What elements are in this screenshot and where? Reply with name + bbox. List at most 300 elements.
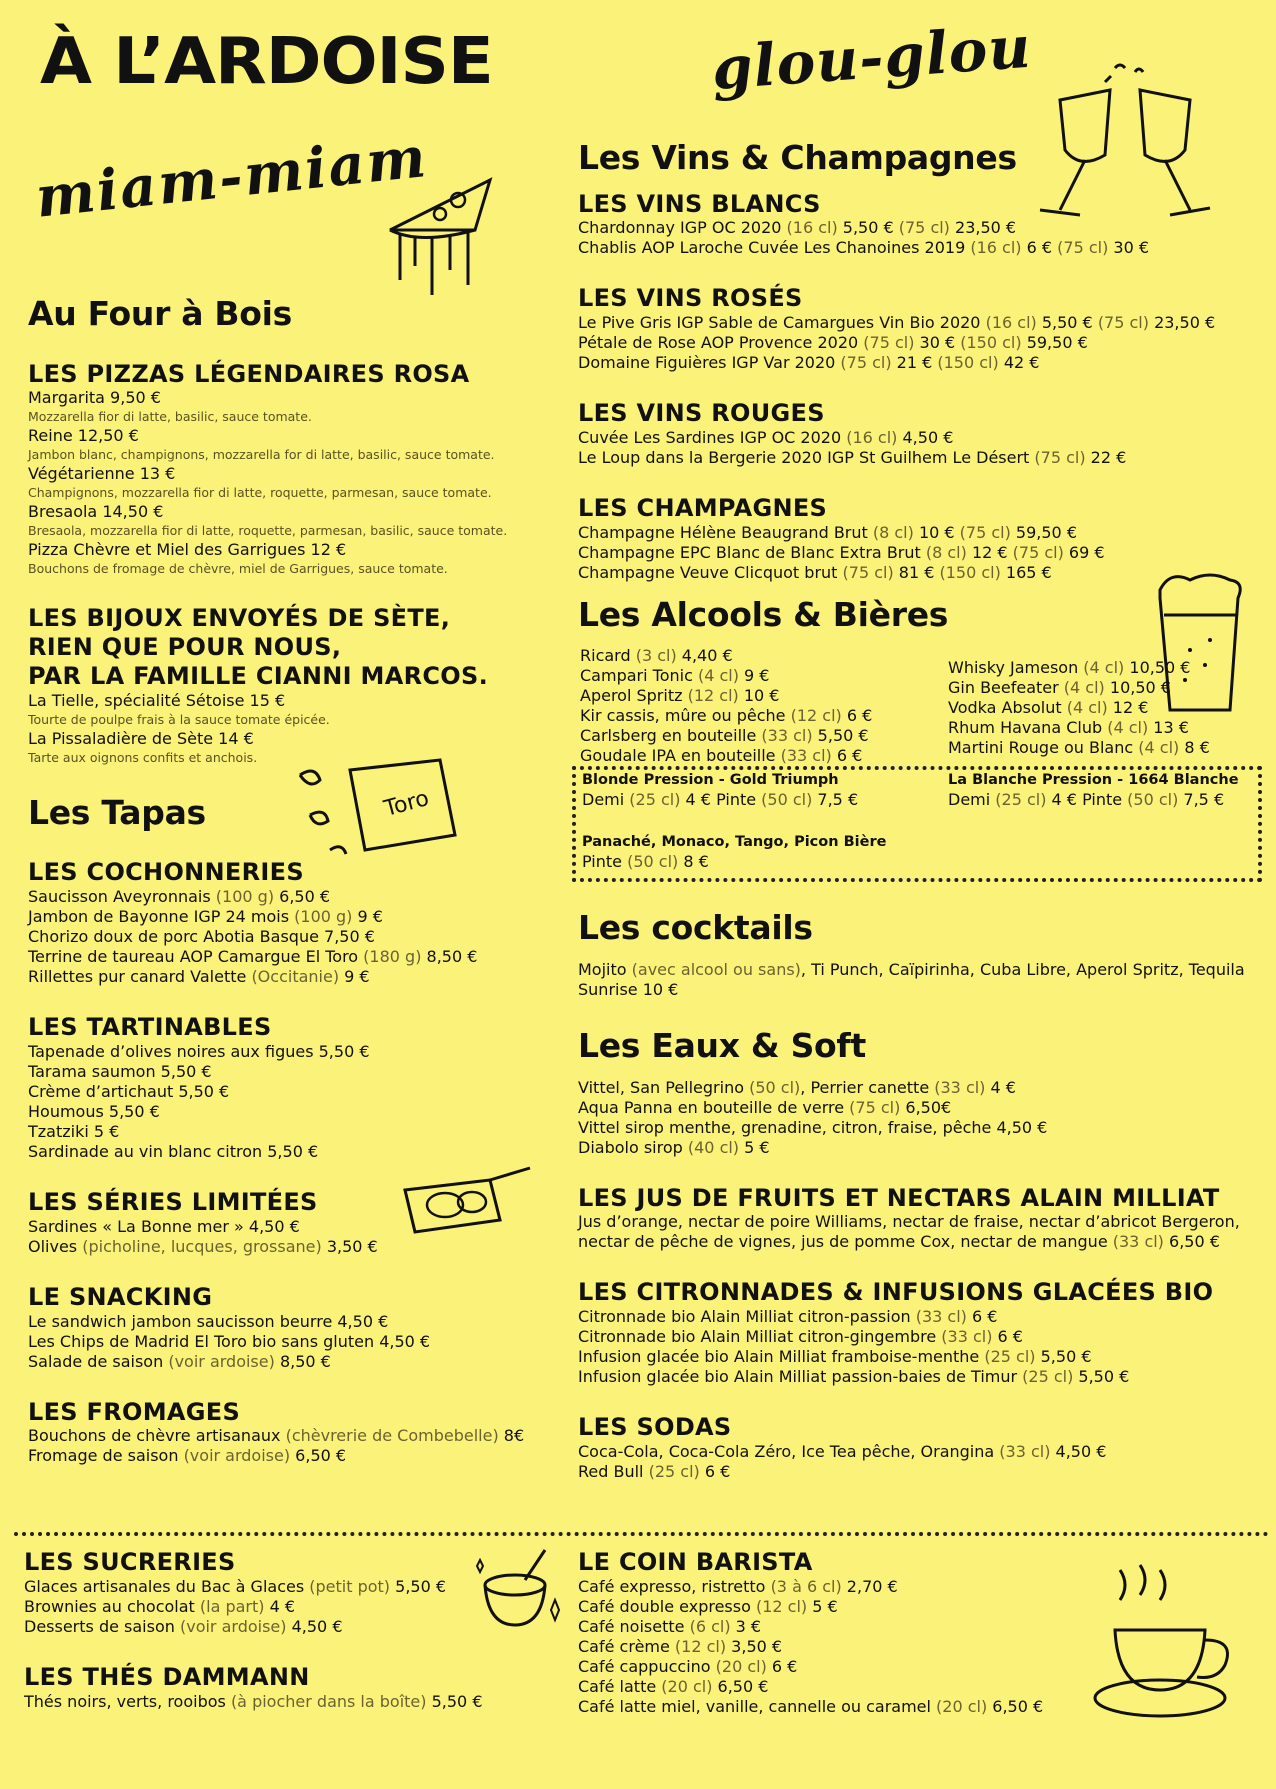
thes-list — [24, 1692, 483, 1712]
item-text: 10,50 € — [1124, 658, 1191, 678]
volume-note: (75 cl) — [1034, 447, 1086, 467]
volume-note: (4 cl) — [1138, 738, 1180, 758]
chips-bag-text: Toro — [381, 786, 432, 822]
draft-beer-box — [572, 766, 1262, 882]
volume-note: (8 cl) — [925, 542, 967, 562]
item-text: 59,50 € — [1010, 522, 1077, 542]
volume-note: (4 cl) — [697, 666, 739, 686]
volume-note: (33 cl) — [941, 1327, 993, 1347]
item-text: 8,50 € — [421, 947, 478, 967]
jus-list — [578, 1212, 1268, 1252]
item-text: 30 € — [914, 333, 961, 353]
menu-item: Pizza Chèvre et Miel des Garrigues 12 € — [28, 540, 347, 560]
item-text: Red Bull — [578, 1461, 649, 1481]
tapas-heading: Les Tapas — [28, 792, 206, 832]
item-text: 22 € — [1085, 447, 1127, 467]
item-text: 21 € — [891, 353, 938, 373]
cochonneries-heading: LES COCHONNERIES — [28, 858, 304, 887]
item-text: , Perrier canette — [800, 1077, 935, 1097]
item-text: Whisky Jameson — [948, 658, 1084, 678]
volume-note: (75 cl) — [898, 218, 950, 238]
item-text: 6 € — [699, 1461, 731, 1481]
item-text: Aqua Panna en bouteille de verre — [578, 1097, 850, 1117]
volume-note: (4 cl) — [1066, 698, 1108, 718]
menu-item — [578, 1118, 1268, 1138]
volume-note: (voir ardoise) — [179, 1616, 287, 1636]
item-text: Aperol Spritz — [580, 686, 688, 706]
blanche-pression-line — [948, 790, 1239, 810]
item-text: Cuvée Les Sardines IGP OC 2020 — [578, 427, 847, 447]
menu-item — [28, 1237, 568, 1257]
menu-item: Tzatziki 5 € — [28, 1121, 120, 1141]
volume-note: (100 g) — [294, 907, 353, 927]
tartinables-list — [28, 1042, 568, 1162]
item-text: 12 € — [966, 542, 1013, 562]
menu-item — [578, 1657, 1043, 1677]
menu-item — [578, 1327, 1268, 1347]
menu-item — [28, 1312, 568, 1332]
menu-item: Reine 12,50 € — [28, 426, 139, 446]
menu-item — [28, 947, 568, 967]
item-text: Gin Beefeater — [948, 678, 1064, 698]
menu-item — [28, 967, 568, 987]
item-text: 81 € — [893, 562, 940, 582]
menu-item — [578, 1138, 1268, 1158]
volume-note: (chèvrerie de Combebelle) — [285, 1426, 499, 1446]
item-text: 5,50 € — [1035, 1347, 1092, 1367]
menu-item — [578, 448, 1268, 468]
menu-item — [28, 1446, 568, 1466]
menu-item: Végétarienne 13 € — [28, 464, 176, 484]
sucreries-heading: LES SUCRERIES — [24, 1548, 236, 1576]
item-text: 4 € Pinte — [1046, 790, 1128, 810]
item-text: 4,40 € — [676, 646, 733, 666]
food-script-title: miam-miam — [32, 124, 431, 231]
item-text: 5 € — [807, 1596, 838, 1616]
menu-item-description: Bresaola, mozzarella fior di latte, roquette, parmesan, basilic, sauce tomate. — [28, 523, 508, 539]
item-text: 10 € — [738, 686, 780, 706]
champagnes-heading: LES CHAMPAGNES — [578, 493, 828, 522]
menu-item — [578, 1697, 1043, 1717]
item-text: 6,50 € — [1163, 1232, 1220, 1252]
item-text: 6,50€ — [900, 1097, 952, 1117]
volume-note: (12 cl) — [687, 686, 739, 706]
alcools-list-left — [580, 646, 872, 766]
item-text: Café latte — [578, 1676, 662, 1696]
item-text: 6 € — [992, 1327, 1023, 1347]
menu-item — [578, 543, 1268, 563]
thes-heading: LES THÉS DAMMANN — [24, 1662, 310, 1691]
vins-roses-heading: LES VINS ROSÉS — [578, 284, 803, 313]
item-text: 10,50 € — [1104, 678, 1171, 698]
volume-note: (20 cl) — [715, 1656, 767, 1676]
vins-heading: Les Vins & Champagnes — [578, 138, 1017, 177]
item-text: Demi — [582, 790, 630, 810]
volume-note: (voir ardoise) — [183, 1446, 291, 1466]
menu-item — [580, 686, 872, 706]
item-text: Martini Rouge ou Blanc — [948, 738, 1139, 758]
item-text: Le Pive Gris IGP Sable de Camargues Vin Bio 2020 — [578, 313, 986, 333]
menu-item — [28, 1332, 568, 1352]
menu-item: Margarita 9,50 € — [28, 388, 161, 408]
volume-note: (75 cl) — [1057, 238, 1109, 258]
page-title: À L’ARDOISE — [40, 25, 493, 99]
menu-item — [578, 353, 1268, 373]
item-text: 7,5 € — [1178, 790, 1225, 810]
menu-item — [580, 646, 872, 666]
volume-note: (16 cl) — [846, 427, 898, 447]
sodas-heading: LES SODAS — [578, 1413, 732, 1442]
item-text: Infusion glacée bio Alain Milliat passion-baies de Timur — [578, 1367, 1023, 1387]
item-text: 5,50 € — [1036, 313, 1098, 333]
vins-rouges-list — [578, 428, 1268, 468]
item-text: Kir cassis, mûre ou pêche — [580, 706, 791, 726]
item-text: 9 € — [738, 666, 770, 686]
menu-item — [948, 658, 1210, 678]
menu-item — [578, 1078, 1268, 1098]
volume-note: (voir ardoise) — [168, 1351, 275, 1371]
pizzas-heading: LES PIZZAS LÉGENDAIRES ROSA — [28, 359, 470, 388]
volume-note: (33 cl) — [780, 746, 832, 766]
section-divider — [14, 1532, 1269, 1536]
desserts-column — [24, 1548, 483, 1712]
snacking-heading: LE SNACKING — [28, 1282, 213, 1311]
menu-item: Bresaola 14,50 € — [28, 502, 164, 522]
panache-title: Panaché, Monaco, Tango, Picon Bière — [582, 834, 887, 851]
item-text: 2,70 € — [841, 1576, 898, 1596]
vins-blancs-list — [578, 218, 1268, 258]
volume-note: (petit pot) — [309, 1576, 391, 1596]
menu-item — [580, 666, 872, 686]
item-text: 4 € Pinte — [680, 790, 762, 810]
item-text: Vittel sirop menthe, grenadine, citron, fraise, pêche 4,50 € — [578, 1117, 1048, 1137]
menu-item — [578, 1637, 1043, 1657]
item-text: Fromage de saison — [28, 1446, 184, 1466]
menu-item — [578, 1597, 1043, 1617]
item-text: 5,50 € — [1073, 1367, 1130, 1387]
item-text: 5,50 € — [390, 1576, 447, 1596]
barista-list — [578, 1577, 1043, 1717]
item-text: Chablis AOP Laroche Cuvée Les Chanoines 2019 — [578, 238, 971, 258]
menu-item — [578, 523, 1268, 543]
menu-item — [28, 1426, 568, 1446]
volume-note: (25 cl) — [648, 1461, 700, 1481]
vins-blancs-heading: LES VINS BLANCS — [578, 189, 821, 218]
volume-note: (33 cl) — [1112, 1232, 1164, 1252]
menu-item — [578, 1577, 1043, 1597]
item-text: Café latte miel, vanille, cannelle ou caramel — [578, 1696, 937, 1716]
item-text: 8,50 € — [274, 1351, 331, 1371]
sucreries-list — [24, 1577, 483, 1637]
item-text: 6,50 € — [274, 887, 331, 907]
volume-note: (4 cl) — [1083, 658, 1125, 678]
jus-heading: LES JUS DE FRUITS ET NECTARS ALAIN MILLIAT — [578, 1183, 1220, 1212]
volume-note: (33 cl) — [761, 726, 813, 746]
snacking-list — [28, 1312, 568, 1372]
series-limitees-heading: LES SÉRIES LIMITÉES — [28, 1187, 318, 1216]
volume-note: (à piocher dans la boîte) — [230, 1691, 427, 1711]
item-text: Domaine Figuières IGP Var 2020 — [578, 353, 841, 373]
item-text: 10 € — [913, 522, 960, 542]
menu-item: Crème d’artichaut 5,50 € — [28, 1081, 230, 1101]
item-text: 4 € — [264, 1596, 296, 1616]
volume-note: (20 cl) — [936, 1696, 988, 1716]
item-text: Pétale de Rose AOP Provence 2020 — [578, 333, 864, 353]
item-text: 4,50 € — [286, 1616, 343, 1636]
item-text: Campari Tonic — [580, 666, 698, 686]
menu-item — [578, 428, 1268, 448]
volume-note: (150 cl) — [937, 353, 999, 373]
coffee-cup-icon — [1090, 1560, 1250, 1730]
item-text: 6 € — [966, 1307, 998, 1327]
volume-note: (33 cl) — [934, 1077, 986, 1097]
volume-note: (6 cl) — [689, 1616, 731, 1636]
item-text: Terrine de taureau AOP Camargue El Toro — [28, 947, 364, 967]
item-text: 3 € — [730, 1616, 762, 1636]
item-text: 6 € — [831, 746, 863, 766]
volume-note: (150 cl) — [939, 562, 1001, 582]
item-text: Infusion glacée bio Alain Milliat framboise-menthe — [578, 1347, 985, 1367]
menu-item — [578, 1617, 1043, 1637]
volume-note: (16 cl) — [970, 238, 1022, 258]
item-text: Champagne Veuve Clicquot brut — [578, 562, 843, 582]
bijoux-heading-line: PAR LA FAMILLE CIANNI MARCOS. — [28, 661, 489, 690]
item-text: 5,50 € — [837, 218, 899, 238]
item-text: Carlsberg en bouteille — [580, 726, 762, 746]
menu-item-description: Champignons, mozzarella fior di latte, roquette, parmesan, sauce tomate. — [28, 485, 492, 501]
item-text: Café double expresso — [578, 1596, 756, 1616]
item-text: 8 € — [1179, 738, 1210, 758]
menu-item — [578, 313, 1268, 333]
item-text: Vittel, San Pellegrino — [578, 1077, 750, 1097]
menu-item — [578, 980, 1268, 1000]
item-text: Diabolo sirop — [578, 1137, 688, 1157]
volume-note: (4 cl) — [1063, 678, 1105, 698]
fromages-heading: LES FROMAGES — [28, 1397, 241, 1426]
menu-item — [580, 726, 872, 746]
four-a-bois-heading: Au Four à Bois — [28, 294, 292, 333]
item-text: Coca-Cola, Coca-Cola Zéro, Ice Tea pêche, Orangina — [578, 1441, 1000, 1461]
volume-note: (8 cl) — [872, 522, 914, 542]
volume-note: (12 cl) — [790, 706, 842, 726]
item-text: Chardonnay IGP OC 2020 — [578, 218, 787, 238]
menu-item — [578, 563, 1268, 583]
menu-item — [948, 718, 1210, 738]
item-text: 42 € — [998, 353, 1040, 373]
item-text: 6,50 € — [712, 1676, 769, 1696]
eaux-heading: Les Eaux & Soft — [578, 1025, 866, 1065]
menu-item — [948, 678, 1210, 698]
item-text: Café noisette — [578, 1616, 690, 1636]
item-text: Saucisson Aveyronnais — [28, 887, 216, 907]
item-text: 4 € — [985, 1077, 1016, 1097]
menu-item — [24, 1597, 483, 1617]
menu-item — [28, 887, 568, 907]
drinks-script-title: glou-glou — [709, 12, 1034, 103]
volume-note: (4 cl) — [1107, 718, 1149, 738]
item-text: Rhum Havana Club — [948, 718, 1108, 738]
volume-note: (33 cl) — [915, 1307, 967, 1327]
menu-item — [578, 1232, 1268, 1252]
item-text: 59,50 € — [1021, 333, 1088, 353]
cocktails-heading: Les cocktails — [578, 908, 813, 948]
panache-line — [582, 852, 886, 872]
menu-item — [578, 960, 1268, 980]
blanche-pression-title: La Blanche Pression - 1664 Blanche — [948, 772, 1239, 789]
vins-roses-list — [578, 313, 1268, 373]
volume-note: (50 cl) — [627, 852, 679, 872]
item-text: Mojito — [578, 959, 632, 979]
fromages-list — [28, 1426, 568, 1466]
item-text: 23,50 € — [1148, 313, 1216, 333]
item-text: 165 € — [1000, 562, 1052, 582]
item-text: Les Chips de Madrid El Toro bio sans gluten 4,50 € — [28, 1331, 431, 1351]
volume-note: (33 cl) — [999, 1441, 1051, 1461]
item-text: Salade de saison — [28, 1351, 169, 1371]
menu-item — [578, 1367, 1268, 1387]
menu-item-description: Bouchons de fromage de chèvre, miel de Garrigues, sauce tomate. — [28, 561, 448, 577]
item-text: 3,50 € — [321, 1236, 378, 1256]
menu-item — [28, 1217, 568, 1237]
volume-note: (25 cl) — [995, 790, 1047, 810]
champagnes-list — [578, 523, 1268, 583]
volume-note: (75 cl) — [842, 562, 894, 582]
pizza-list — [28, 388, 568, 578]
series-list — [28, 1217, 568, 1257]
item-text: Sunrise 10 € — [578, 979, 679, 999]
food-column — [28, 294, 568, 1466]
volume-note: (150 cl) — [960, 333, 1022, 353]
volume-note: (50 cl) — [1127, 790, 1179, 810]
item-text: Pinte — [582, 852, 628, 872]
menu-item: La Pissaladière de Sète 14 € — [28, 728, 254, 748]
volume-note: (75 cl) — [1012, 542, 1064, 562]
item-text: Desserts de saison — [24, 1616, 180, 1636]
citronnades-heading: LES CITRONNADES & INFUSIONS GLACÉES BIO — [578, 1278, 1214, 1307]
cochonneries-list — [28, 887, 568, 987]
volume-note: (Occitanie) — [251, 967, 340, 987]
volume-note: (16 cl) — [786, 218, 838, 238]
item-text: 69 € — [1063, 542, 1105, 562]
volume-note: (180 g) — [363, 947, 422, 967]
item-text: 9 € — [339, 967, 370, 987]
menu-item — [580, 706, 872, 726]
volume-note: (25 cl) — [629, 790, 681, 810]
item-text: Goudale IPA en bouteille — [580, 746, 781, 766]
item-text: 5 € — [739, 1137, 770, 1157]
item-text: 30 € — [1108, 238, 1150, 258]
volume-note: (3 à 6 cl) — [770, 1576, 842, 1596]
volume-note: (avec alcool ou sans) — [631, 959, 801, 979]
volume-note: (picholine, lucques, grossane) — [82, 1236, 322, 1256]
eaux-list — [578, 1078, 1268, 1158]
menu-item: Tapenade d’olives noires aux figues 5,50 € — [28, 1041, 370, 1061]
item-text: 12 € — [1107, 698, 1149, 718]
item-text: Champagne EPC Blanc de Blanc Extra Brut — [578, 542, 926, 562]
item-text: 6 € — [841, 706, 873, 726]
volume-note: (75 cl) — [959, 522, 1011, 542]
alcools-block — [578, 646, 1268, 766]
volume-note: (25 cl) — [1022, 1367, 1074, 1387]
item-text: 8€ — [498, 1426, 525, 1446]
menu-item — [578, 1677, 1043, 1697]
item-text: 23,50 € — [949, 218, 1017, 238]
volume-note: (75 cl) — [863, 333, 915, 353]
volume-note: (la part) — [199, 1596, 265, 1616]
menu-item — [578, 1347, 1268, 1367]
item-text: 13 € — [1148, 718, 1189, 738]
item-text: 6,50 € — [987, 1696, 1044, 1716]
item-text: Vodka Absolut — [948, 698, 1067, 718]
volume-note: (75 cl) — [1097, 313, 1149, 333]
menu-item — [578, 238, 1268, 258]
menu-item — [578, 218, 1268, 238]
item-text: 9 € — [352, 907, 383, 927]
menu-item — [28, 927, 568, 947]
menu-item — [578, 1212, 1268, 1232]
menu-item — [580, 746, 872, 766]
bijoux-heading-line: LES BIJOUX ENVOYÉS DE SÈTE, — [28, 604, 451, 633]
volume-note: (3 cl) — [635, 646, 677, 666]
volume-note: (75 cl) — [849, 1097, 901, 1117]
volume-note: (12 cl) — [755, 1596, 808, 1616]
item-text: 5,50 € — [426, 1691, 483, 1711]
item-text: 6 € — [1021, 238, 1058, 258]
dessert-pot-icon — [470, 1540, 570, 1640]
volume-note: (50 cl) — [749, 1077, 801, 1097]
item-text: Brownies au chocolat — [24, 1596, 200, 1616]
volume-note: (20 cl) — [661, 1676, 713, 1696]
menu-item — [948, 698, 1210, 718]
item-text: Jambon de Bayonne IGP 24 mois — [28, 907, 295, 927]
menu-item: Tarama saumon 5,50 € — [28, 1061, 212, 1081]
item-text: Thés noirs, verts, rooibos — [24, 1691, 231, 1711]
menu-item — [578, 1307, 1268, 1327]
item-text: Bouchons de chèvre artisanaux — [28, 1426, 286, 1446]
blonde-pression-title: Blonde Pression - Gold Triumph — [582, 772, 839, 789]
menu-item-description: Mozzarella fior di latte, basilic, sauce tomate. — [28, 409, 312, 425]
item-text: Citronnade bio Alain Milliat citron-gingembre — [578, 1327, 942, 1347]
item-text: Café expresso, ristretto — [578, 1576, 771, 1596]
item-text: 4,50 € — [1050, 1441, 1107, 1461]
item-text: Sardines « La Bonne mer » 4,50 € — [28, 1216, 300, 1236]
menu-item: Sardinade au vin blanc citron 5,50 € — [28, 1141, 319, 1161]
item-text: Citronnade bio Alain Milliat citron-passion — [578, 1307, 916, 1327]
item-text: Chorizo doux de porc Abotia Basque 7,50 € — [28, 927, 375, 947]
item-text: Café cappuccino — [578, 1656, 716, 1676]
menu-item — [948, 738, 1210, 758]
menu-item — [578, 1442, 1268, 1462]
item-text: Olives — [28, 1236, 83, 1256]
volume-note: (12 cl) — [674, 1636, 727, 1656]
volume-note: (75 cl) — [840, 353, 892, 373]
item-text: 5,50 € — [812, 726, 869, 746]
menu-item-description: Tourte de poulpe frais à la sauce tomate épicée. — [28, 711, 330, 727]
item-text: 8 € — [678, 852, 709, 872]
item-text: Champagne Hélène Beaugrand Brut — [578, 522, 873, 542]
vins-rouges-heading: LES VINS ROUGES — [578, 399, 825, 428]
volume-note: (16 cl) — [985, 313, 1037, 333]
item-text: Le Loup dans la Bergerie 2020 IGP St Guilhem Le Désert — [578, 447, 1035, 467]
blonde-pression-line — [582, 790, 858, 810]
citronnades-list — [578, 1307, 1268, 1387]
item-text: 7,5 € — [812, 790, 859, 810]
volume-note: (100 g) — [215, 887, 275, 907]
menu-item — [28, 1352, 568, 1372]
menu-item — [24, 1617, 483, 1637]
item-text: Le sandwich jambon saucisson beurre 4,50 € — [28, 1311, 389, 1331]
cocktails-list — [578, 960, 1268, 1000]
